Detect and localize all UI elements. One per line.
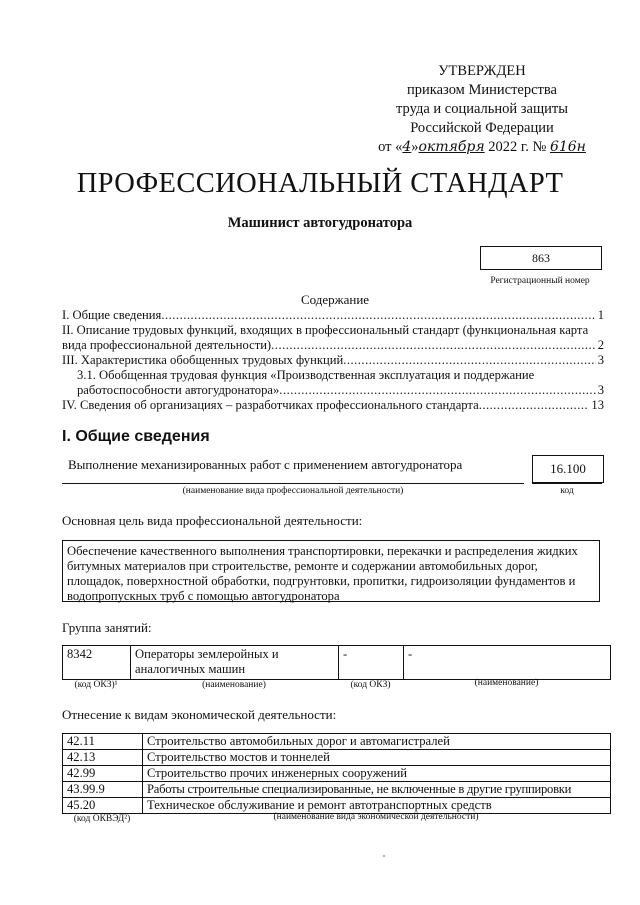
occupation-note: (код ОКЗ) — [350, 680, 391, 690]
goal-box — [62, 540, 600, 602]
okz-code: 8342 — [63, 646, 131, 680]
occupation-name: - — [404, 646, 611, 680]
okved-note: (код ОКВЭД²) — [73, 814, 131, 824]
toc-item[interactable]: II. Описание трудовых функций, входящих в профессиональный стандарт (функциональная карта — [62, 323, 589, 337]
goal-label: Основная цель вида профессиональной деятельности: — [62, 513, 363, 528]
goal-line: водопропускных труб с помощью автогудронатора — [67, 589, 340, 603]
toc-item[interactable]: III. Характеристика обобщенных трудовых функций ..... 3 — [62, 353, 604, 368]
document-title: ПРОФЕССИОНАЛЬНЫЙ СТАНДАРТ — [76, 168, 564, 199]
activity-name: Выполнение механизированных работ с применением автогудронатора — [68, 457, 463, 472]
table-row — [63, 766, 611, 782]
registration-number-label: Регистрационный номер — [490, 276, 590, 286]
toc-item[interactable]: 3.1. Обобщенная трудовая функция «Производственная эксплуатация и поддержание — [77, 368, 535, 382]
section-heading: I. Общие сведения — [62, 428, 210, 445]
occupation-name: Операторы землеройных и аналогичных машин — [131, 646, 339, 680]
table-row — [63, 782, 611, 798]
goal-line: площадок, поверхностной обработки, подгрунтовки, пропитки, гидроизоляции фундаментов и — [67, 574, 576, 588]
okved-code: 42.11 — [63, 734, 143, 750]
table-of-contents — [62, 308, 604, 413]
okved-code: 42.99 — [63, 766, 143, 782]
okved-name: Строительство мостов и тоннелей — [143, 750, 611, 766]
approval-number: 616н — [549, 139, 586, 155]
approval-line: УТВЕРЖДЕН — [438, 63, 526, 79]
okved-table — [62, 733, 611, 814]
okved-name: Техническое обслуживание и ремонт автотранспортных средств — [143, 798, 611, 814]
occupation-note: (наименование) — [474, 678, 539, 688]
approval-block — [372, 62, 592, 157]
toc-item[interactable]: вида профессиональной деятельности) ..... 2 — [62, 338, 604, 353]
approval-month: октября — [418, 139, 485, 155]
activity-underline — [62, 483, 524, 484]
scan-speck — [383, 855, 385, 857]
approval-date: от «4»октября 2022 г. № 616н — [378, 139, 586, 155]
toc-item[interactable]: работоспособности автогудронатора» ..... 3 — [62, 383, 604, 398]
approval-line: труда и социальной защиты — [396, 101, 568, 117]
goal-line: Обеспечение качественного выполнения транспортировки, перекачки и распределения жидких — [67, 544, 578, 558]
okved-name: Строительство прочих инженерных сооружений — [143, 766, 611, 782]
table-row — [63, 734, 611, 750]
table-row — [63, 646, 611, 680]
code-note: код — [560, 486, 574, 496]
okved-code: 45.20 — [63, 798, 143, 814]
toc-item[interactable]: IV. Сведения об организациях – разработчиках профессионального стандарта ..... 13 — [62, 398, 604, 413]
activity-code-box: 16.100 — [532, 455, 604, 483]
okved-name: Строительство автомобильных дорог и автомагистралей — [143, 734, 611, 750]
goal-line: битумных материалов при строительстве, ремонте и содержании автомобильных дорог, — [67, 559, 538, 573]
okved-code: 43.99.9 — [63, 782, 143, 798]
toc-title: Содержание — [300, 292, 370, 307]
activity-note: (наименование вида профессиональной деятельности) — [182, 486, 404, 496]
okved-label: Отнесение к видам экономической деятельности: — [62, 707, 337, 722]
group-label: Группа занятий: — [62, 620, 152, 635]
occupation-note: (код ОКЗ)¹ — [74, 680, 118, 690]
okved-name: Работы строительные специализированные, не включенные в другие группировки — [143, 782, 611, 798]
registration-number-box: 863 — [480, 246, 602, 270]
occupation-table — [62, 645, 611, 680]
okz-code: - — [339, 646, 404, 680]
approval-line: Российской Федерации — [410, 120, 554, 136]
approval-line: приказом Министерства — [407, 82, 557, 98]
approval-day: 4 — [402, 139, 412, 155]
toc-item[interactable]: I. Общие сведения ..... 1 — [62, 308, 604, 323]
okved-code: 42.13 — [63, 750, 143, 766]
occupation-note: (наименование) — [202, 680, 266, 690]
document-subtitle: Машинист автогудронатора — [227, 215, 413, 231]
okved-note: (наименование вида экономической деятельности) — [273, 812, 479, 822]
table-row — [63, 750, 611, 766]
code-underline — [532, 483, 602, 484]
